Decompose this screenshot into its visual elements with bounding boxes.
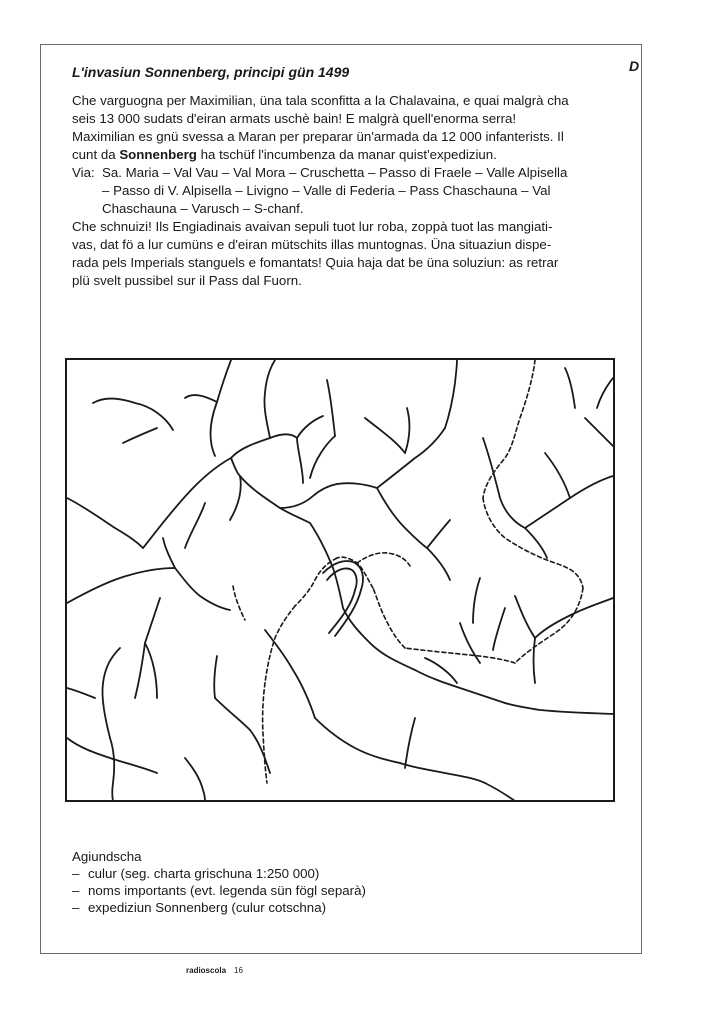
route-line: – Passo di V. Alpisella – Livigno – Valle di Federia – Pass Chaschauna – Val [102, 183, 551, 198]
tasks-list [72, 848, 366, 916]
via-label: Via: [72, 165, 95, 180]
route-line: Chaschauna – Varusch – S-chanf. [102, 201, 304, 216]
text-span: cunt da [72, 147, 120, 162]
river-map-drawing [65, 358, 615, 802]
task-text: expediziun Sonnenberg (culur cotschna) [88, 900, 327, 915]
route-sonnenberg [233, 360, 583, 783]
worksheet-title: L'invasiun Sonnenberg, principi gün 1499 [72, 64, 350, 80]
river-map [65, 358, 615, 802]
commander-name: Sonnenberg [119, 147, 197, 162]
page-number: 16 [234, 966, 243, 975]
task-text: noms importants (evt. legenda sün fögl separà) [88, 883, 366, 898]
bullet-dash: – [72, 900, 80, 915]
text-line: vas, dat fö a lur cumüns e d'eiran mütschits illas muntognas. Üna situaziun dispe- [72, 237, 552, 252]
text-line: rada pels Imperials stanguels e fomantats! Quia haja dat be üna soluziun: as retrar [72, 255, 559, 270]
bullet-dash: – [72, 866, 80, 881]
task-item [72, 865, 366, 882]
page-footer [186, 966, 243, 975]
tasks-heading: Agiundscha [72, 849, 142, 864]
task-item [72, 882, 366, 899]
task-text: culur (seg. charta grischuna 1:250 000) [88, 866, 320, 881]
publisher-name: radioscola [186, 966, 227, 975]
map-border [66, 359, 614, 801]
route-line [72, 164, 644, 182]
text-line: Maximilian es gnü svessa a Maran per preparar ün'armada da 12 000 infanterists. Il [72, 129, 564, 144]
rivers [67, 360, 613, 801]
text-line: Che varguogna per Maximilian, üna tala sconfitta a la Chalavaina, e quai malgrà cha [72, 93, 569, 108]
task-item [72, 899, 366, 916]
text-line: Che schnuizi! Ils Engiadinais avaivan sepuli tuot lur roba, zoppà tuot las mangiati- [72, 219, 553, 234]
text-span: ha tschüf l'incumbenza da manar quist'expediziun. [196, 147, 497, 162]
bullet-dash: – [72, 883, 80, 898]
text-line: seis 13 000 sudats d'eiran armats uschè bain! E malgrà quell'enorma serra! [72, 111, 517, 126]
body-text [72, 92, 644, 290]
text-line: plü svelt pussibel sur il Pass dal Fuorn. [72, 273, 302, 288]
text-line [72, 146, 644, 164]
worksheet-letter: D [629, 58, 640, 74]
route-text: Sa. Maria – Val Vau – Val Mora – Cruschetta – Passo di Fraele – Valle Alpisella [102, 165, 568, 180]
